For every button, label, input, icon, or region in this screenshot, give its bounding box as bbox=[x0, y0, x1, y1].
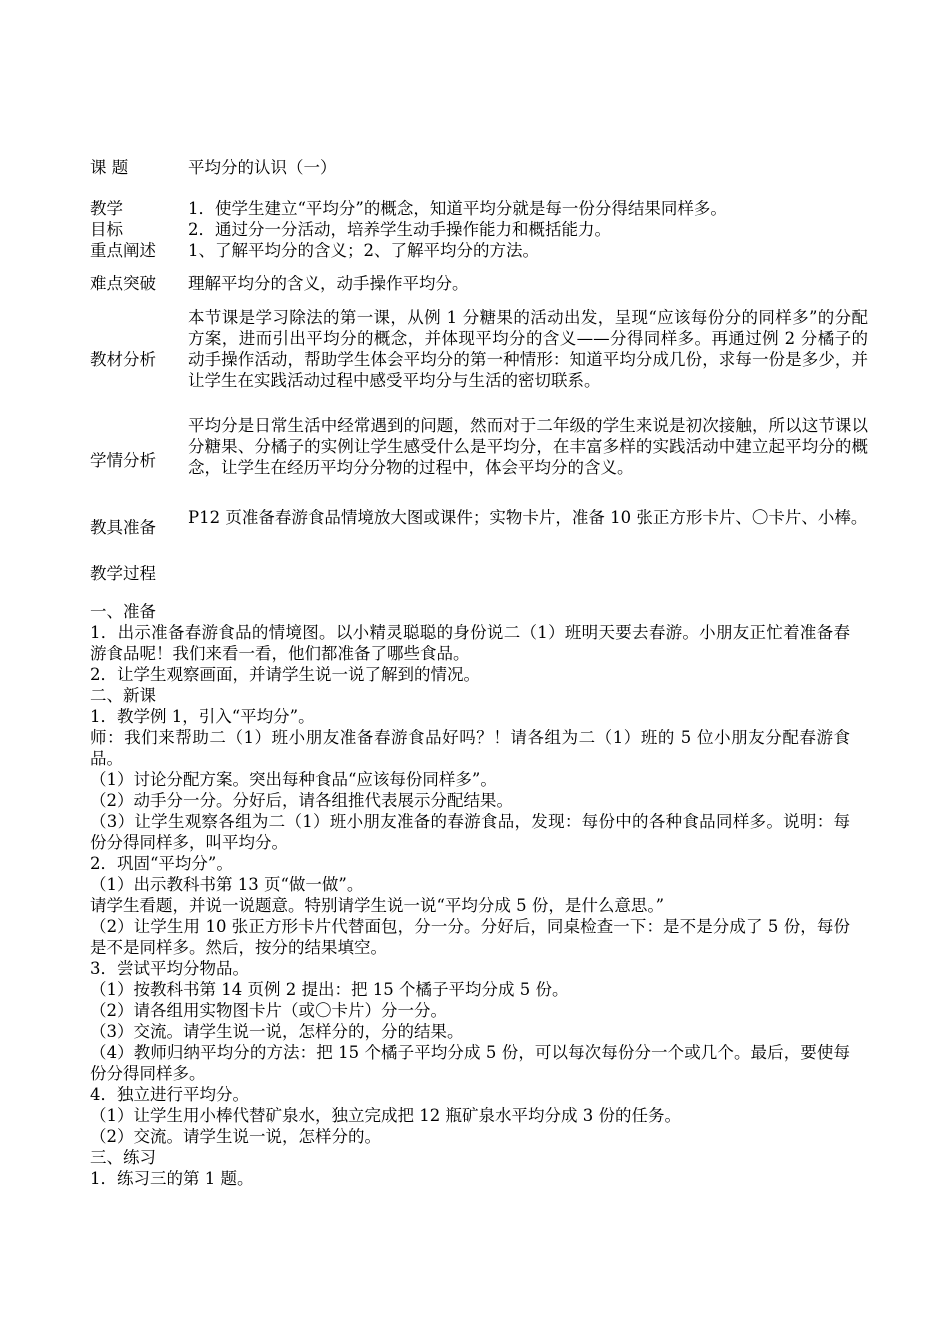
process-title: 教学过程 bbox=[90, 564, 156, 583]
material-analysis-value: 本节课是学习除法的第一课，从例 1 分糖果的活动出发，呈现“应该每份分的同样多”的分配方案，进而引出平均分的概念，并体现平均分的含义——分得同样多。再通过例 2 分橘子的动手操作活动，帮助学生体会平均分的第一种情形：知道平均分成几份，求每一份是多少，并让学生在实践活动过程中感受平均分与生活的密切联系。 bbox=[188, 308, 868, 390]
substep-observe: （3）让学生观察各组为二（1）班小朋友准备的春游食品，发现：每份中的各种食品同样多。说明：每份分得同样多，叫平均分。 bbox=[90, 812, 850, 852]
goal-item-1: 1．使学生建立“平均分”的概念，知道平均分就是每一份分得结果同样多。 bbox=[188, 199, 727, 218]
heading-new-lesson: 二、新课 bbox=[90, 686, 156, 705]
teaching-tools-value: P12 页准备春游食品情境放大图或课件；实物卡片，准备 10 张正方形卡片、〇卡片、小棒。 bbox=[188, 508, 868, 527]
heading-practice: 三、练习 bbox=[90, 1148, 156, 1167]
new-lesson-step-3: 3．尝试平均分物品。 bbox=[90, 959, 249, 978]
substep-exchange-2: （2）交流。请学生说一说，怎样分的。 bbox=[90, 1127, 381, 1146]
student-analysis-label: 学情分析 bbox=[90, 451, 156, 470]
substep-hands-on: （2）动手分一分。分好后，请各组推代表展示分配结果。 bbox=[90, 791, 513, 810]
substep-read-question: 请学生看题，并说一说题意。特别请学生说一说“平均分成 5 份，是什么意思。” bbox=[90, 896, 665, 915]
substep-discuss: （1）讨论分配方案。突出每种食品“应该每份同样多”。 bbox=[90, 770, 497, 789]
goal-item-2: 2．通过分一分活动，培养学生动手操作能力和概括能力。 bbox=[188, 220, 611, 239]
substep-exchange: （3）交流。请学生说一说，怎样分的，分的结果。 bbox=[90, 1022, 464, 1041]
practice-step-1: 1．练习三的第 1 题。 bbox=[90, 1169, 254, 1188]
difficulty-value: 理解平均分的含义，动手操作平均分。 bbox=[188, 274, 469, 293]
teacher-prompt: 师：我们来帮助二（1）班小朋友准备春游食品好吗？！请各组为二（1）班的 5 位小朋友分配春游食品。 bbox=[90, 728, 850, 768]
process-body bbox=[90, 601, 850, 1189]
student-analysis-value: 平均分是日常生活中经常遇到的问题，然而对于二年级的学生来说是初次接触，所以这节课以分糖果、分橘子的实例让学生感受什么是平均分，在丰富多样的实践活动中建立起平均分的概念，让学生在经历平均分分物的过程中，体会平均分的含义。 bbox=[188, 416, 868, 477]
goal-label-line2: 目标 bbox=[90, 220, 123, 239]
new-lesson-step-1: 1．教学例 1，引入“平均分”。 bbox=[90, 707, 315, 726]
heading-prepare: 一、准备 bbox=[90, 602, 156, 621]
substep-square-cards: （2）让学生用 10 张正方形卡片代替面包，分一分。分好后，同桌检查一下：是不是分成了 5 份，每份是不是同样多。然后，按分的结果填空。 bbox=[90, 917, 850, 957]
substep-show-exercise: （1）出示教科书第 13 页“做一做”。 bbox=[90, 875, 364, 894]
substep-summarize: （4）教师归纳平均分的方法：把 15 个橘子平均分成 5 份，可以每次每份分一个或几个。最后，要使每份分得同样多。 bbox=[90, 1043, 850, 1083]
topic-label: 课 题 bbox=[90, 158, 129, 177]
teaching-tools-label: 教具准备 bbox=[90, 518, 156, 537]
new-lesson-step-2: 2．巩固“平均分”。 bbox=[90, 854, 233, 873]
substep-example-2: （1）按教科书第 14 页例 2 提出：把 15 个橘子平均分成 5 份。 bbox=[90, 980, 569, 999]
prepare-step-1: 1．出示准备春游食品的情境图。以小精灵聪聪的身份说二（1）班明天要去春游。小朋友正忙着准备春游食品呢！我们来看一看，他们都准备了哪些食品。 bbox=[90, 623, 850, 663]
new-lesson-step-4: 4．独立进行平均分。 bbox=[90, 1085, 249, 1104]
topic-value: 平均分的认识（一） bbox=[188, 158, 337, 177]
material-analysis-label: 教材分析 bbox=[90, 350, 156, 369]
key-points-label: 重点阐述 bbox=[90, 241, 156, 260]
substep-group-cards: （2）请各组用实物图卡片（或〇卡片）分一分。 bbox=[90, 1001, 447, 1020]
substep-sticks: （1）让学生用小棒代替矿泉水，独立完成把 12 瓶矿泉水平均分成 3 份的任务。 bbox=[90, 1106, 681, 1125]
goal-label-line1: 教学 bbox=[90, 199, 123, 218]
difficulty-label: 难点突破 bbox=[90, 274, 156, 293]
key-points-value: 1、了解平均分的含义；2、了解平均分的方法。 bbox=[188, 241, 539, 260]
prepare-step-2: 2．让学生观察画面，并请学生说一说了解到的情况。 bbox=[90, 665, 480, 684]
